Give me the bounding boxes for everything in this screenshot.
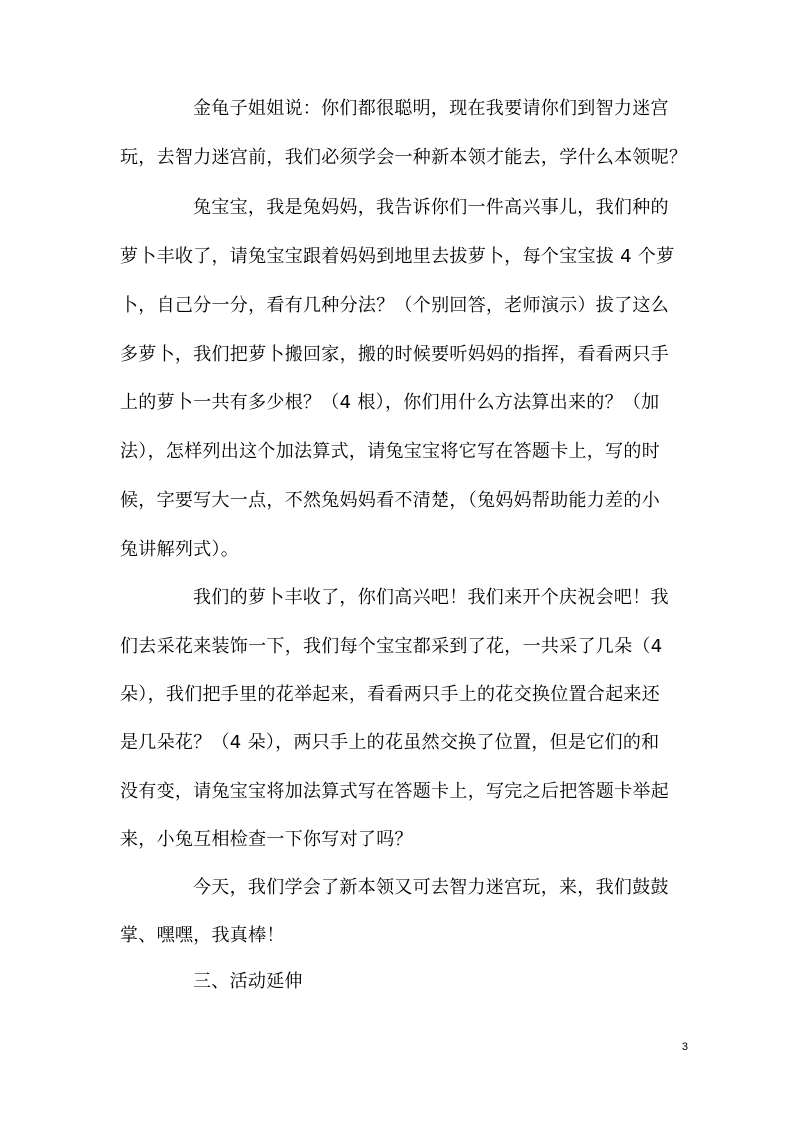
section-heading: 三、活动延伸 <box>193 971 303 992</box>
paragraph-line: 今天，我们学会了新本领又可去智力迷宫玩，来，我们鼓鼓 <box>193 877 669 898</box>
paragraph-line: 金龟子姐姐说：你们都很聪明，现在我要请你们到智力迷宫 <box>193 98 669 119</box>
paragraph-line: 朵），我们把手里的花举起来，看看两只手上的花交换位置合起来还 <box>120 684 660 705</box>
paragraph-line: 来，小兔互相检查一下你写对了吗？ <box>120 829 413 850</box>
paragraph-line: 兔宝宝，我是兔妈妈，我告诉你们一件高兴事儿，我们种的 <box>193 197 669 218</box>
paragraph-line: 多萝卜，我们把萝卜搬回家，搬的时候要听妈妈的指挥，看看两只手 <box>120 344 669 365</box>
paragraph-line: 玩，去智力迷宫前，我们必须学会一种新本领才能去，学什么本领呢？ <box>120 147 688 168</box>
paragraph-line: 掌、嘿嘿，我真棒！ <box>120 925 285 946</box>
page-number: 3 <box>681 1041 688 1053</box>
paragraph-line: 候，字要写大一点，不然兔妈妈看不清楚，（兔妈妈帮助能力差的小 <box>120 490 660 511</box>
paragraph-line: 没有变，请兔宝宝将加法算式写在答题卡上，写完之后把答题卡举起 <box>120 781 669 802</box>
paragraph-line: 萝卜丰收了，请兔宝宝跟着妈妈到地里去拔萝卜，每个宝宝拔 4 个萝 <box>120 246 675 267</box>
paragraph-line: 我们的萝卜丰收了，你们高兴吧！我们来开个庆祝会吧！我 <box>193 587 669 608</box>
paragraph-line: 们去采花来装饰一下，我们每个宝宝都采到了花，一共采了几朵（4 <box>120 636 663 657</box>
paragraph-line: 法），怎样列出这个加法算式，请兔宝宝将它写在答题卡上，写的时 <box>120 441 660 462</box>
paragraph-line: 卜，自己分一分，看有几种分法？（个别回答，老师演示）拔了这么 <box>120 295 669 316</box>
paragraph-line: 兔讲解列式）。 <box>120 539 240 560</box>
paragraph-line: 是几朵花？（4 朵），两只手上的花虽然交换了位置，但是它们的和 <box>120 732 660 753</box>
paragraph-line: 上的萝卜一共有多少根？（4 根），你们用什么方法算出来的？（加 <box>120 392 660 413</box>
